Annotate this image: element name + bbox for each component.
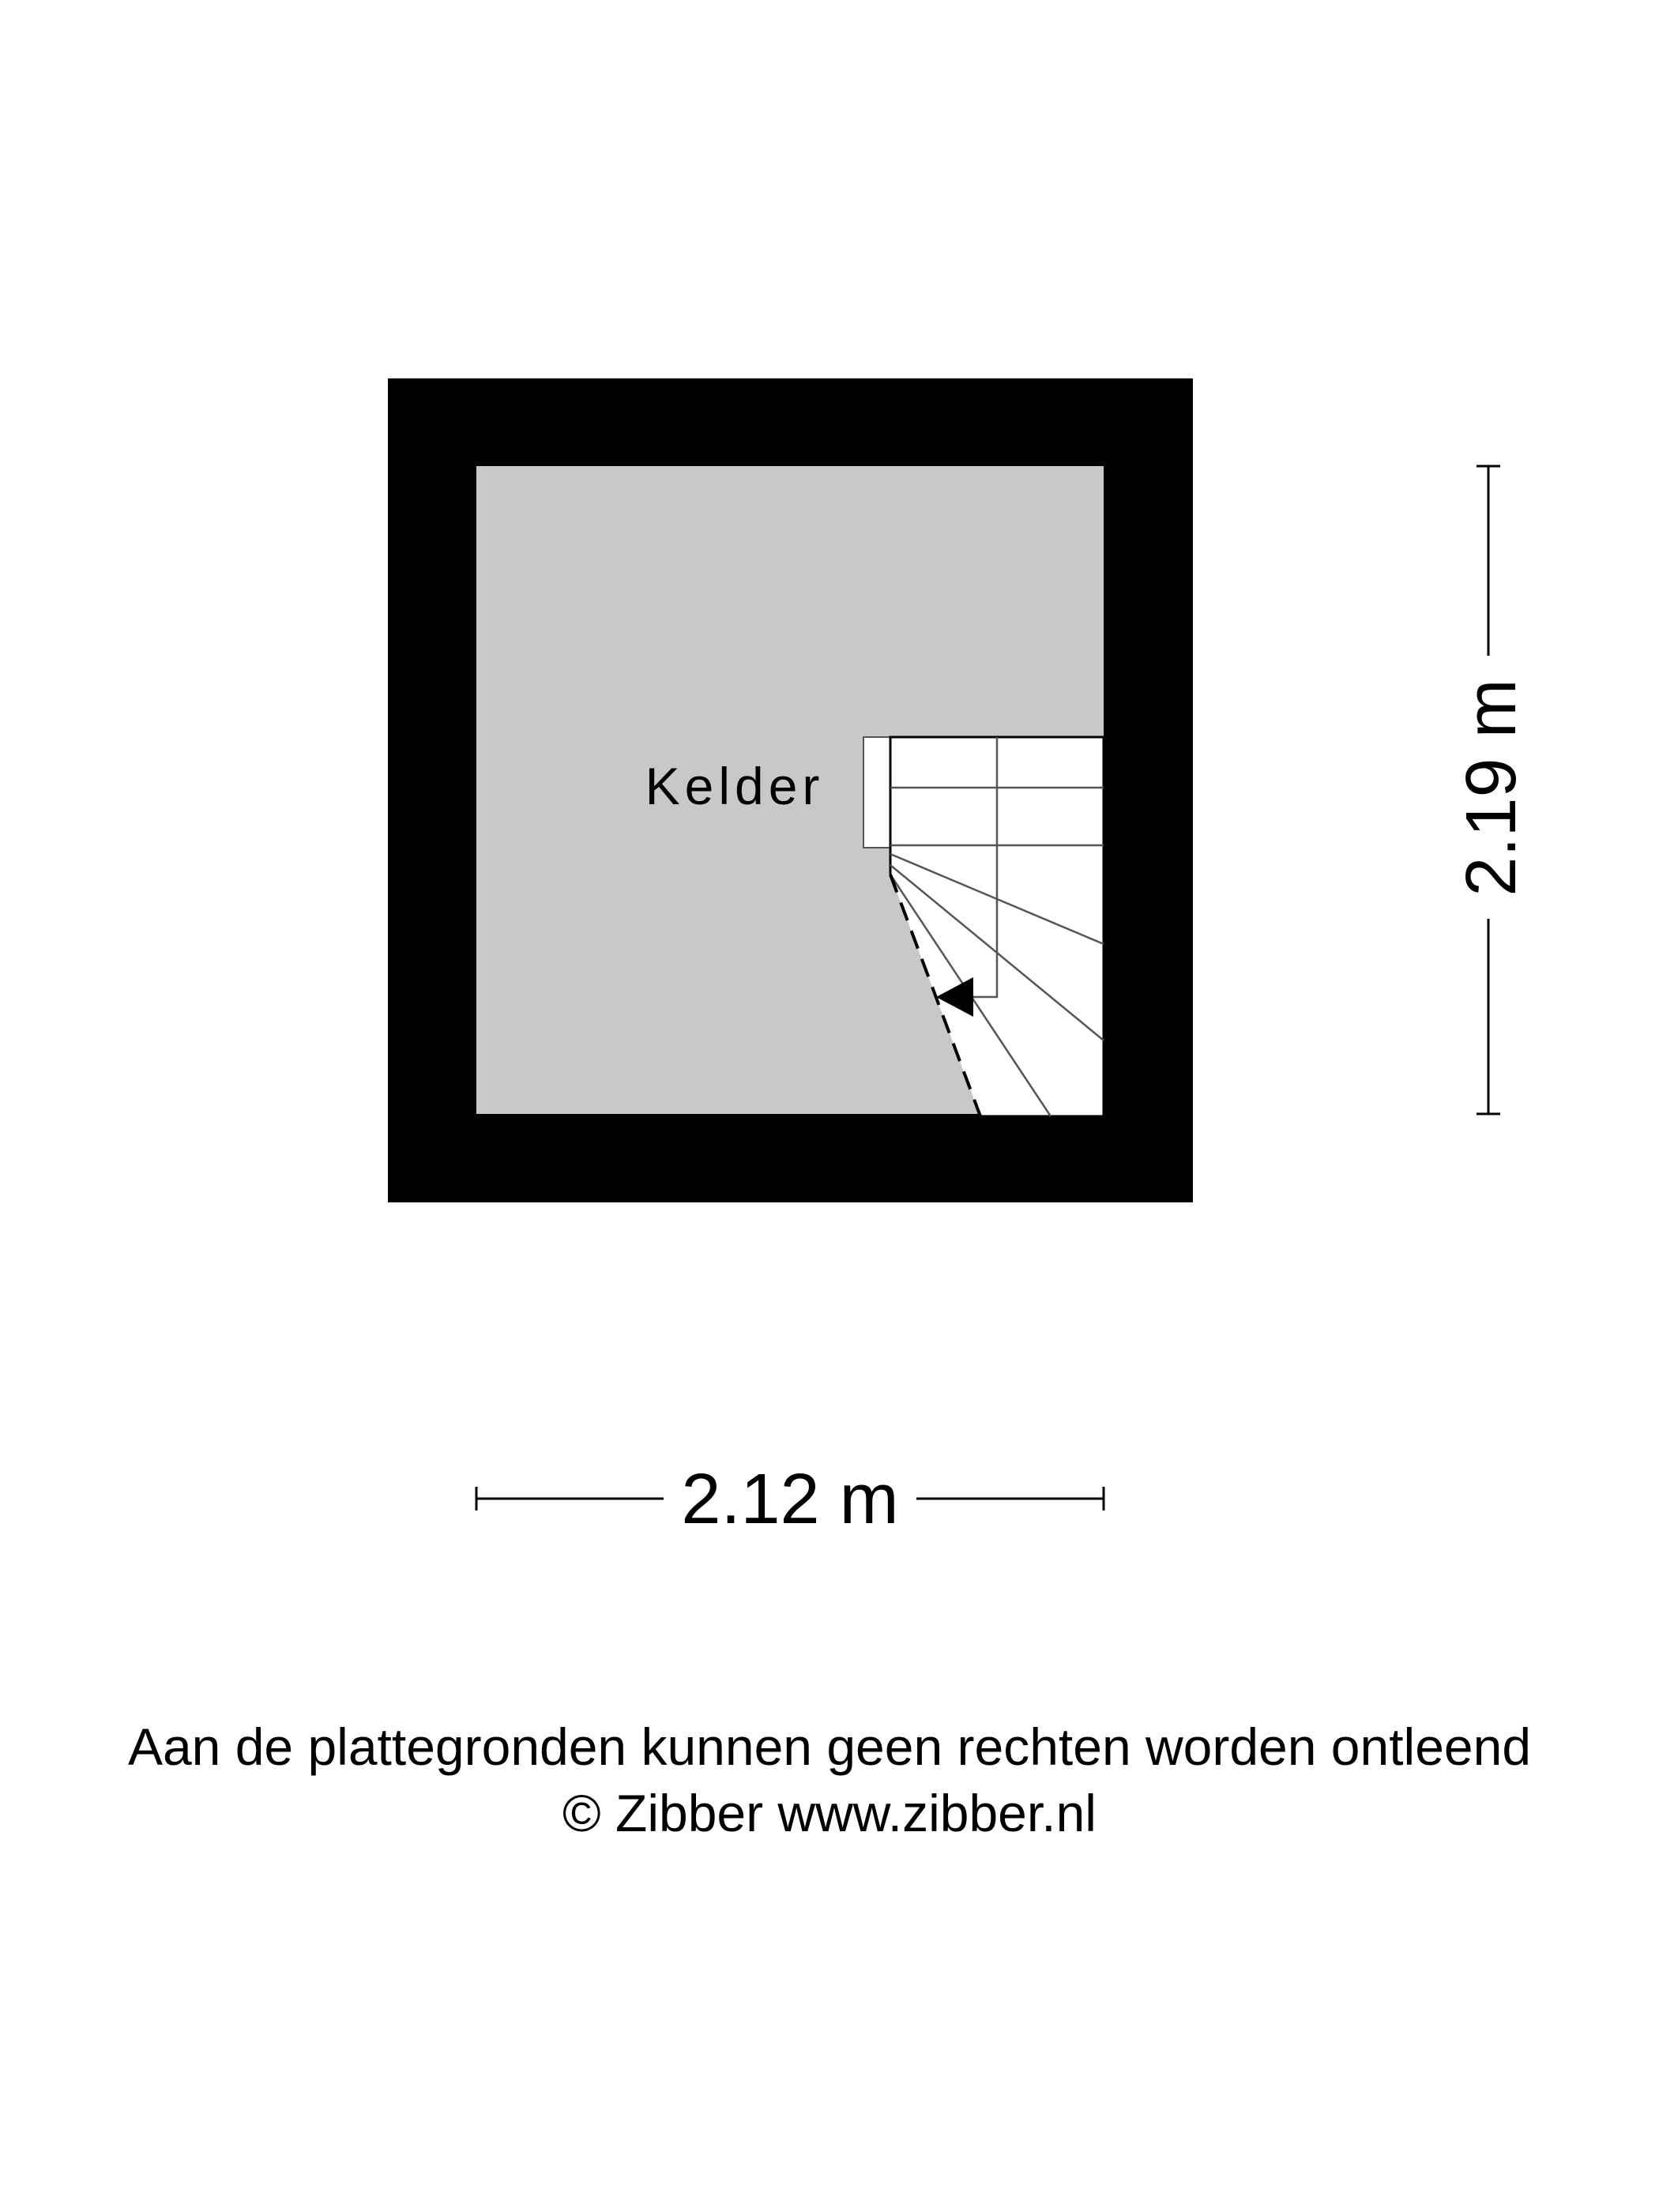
room-label: Kelder — [645, 757, 825, 815]
disclaimer-text: Aan de plattegronden kunnen geen rechten worden ontleend — [127, 1717, 1532, 1776]
stair-landing — [863, 737, 890, 848]
copyright-text: © Zibber www.zibber.nl — [562, 1784, 1097, 1842]
width-dimension-label: 2.12 m — [681, 1460, 899, 1539]
depth-dimension-label: 2.19 m — [1452, 679, 1531, 897]
